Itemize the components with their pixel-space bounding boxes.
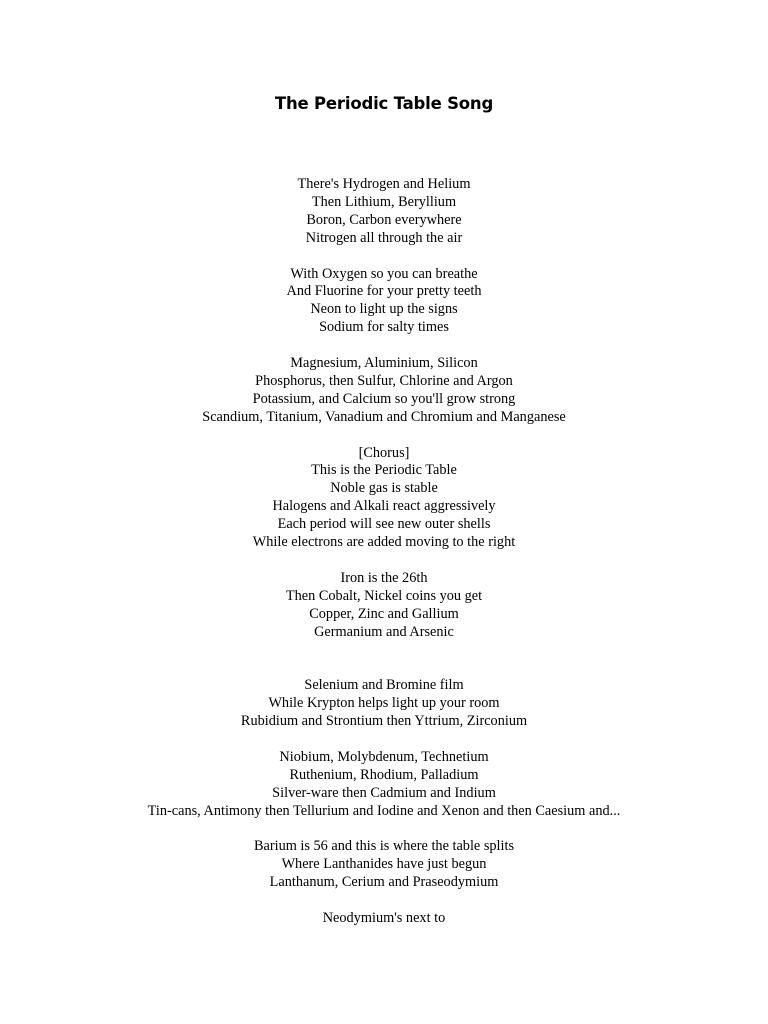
- lyric-line: Barium is 56 and this is where the table splits: [253, 838, 515, 855]
- lyric-line: Magnesium, Aluminium, Silicon: [290, 355, 478, 372]
- lyric-line: Potassium, and Calcium so you'll grow strong: [252, 390, 516, 407]
- lyric-line: Phosphorus, then Sulfur, Chlorine and Argon: [255, 372, 513, 389]
- lyric-line: Noble gas is stable: [330, 480, 438, 497]
- lyric-line: And Fluorine for your pretty teeth: [286, 283, 482, 300]
- lyric-line: While Krypton helps light up your room: [268, 695, 500, 712]
- lyric-line: Boron, Carbon everywhere: [306, 211, 462, 228]
- stanza-3: [0, 355, 768, 427]
- lyric-line: With Oxygen so you can breathe: [290, 265, 478, 282]
- lyric-line: Selenium and Bromine film: [304, 677, 464, 694]
- stanza-8: [0, 838, 768, 892]
- lyric-line: Tin-cans, Antimony then Tellurium and Iodine and Xenon and then Caesium and...: [147, 802, 621, 819]
- lyric-line: Neon to light up the signs: [310, 301, 458, 318]
- lyric-line: Niobium, Molybdenum, Technetium: [279, 748, 489, 765]
- lyric-line: Halogens and Alkali react aggressively: [272, 498, 496, 515]
- lyric-line: Each period will see new outer shells: [277, 516, 491, 533]
- stanza-9: [0, 910, 768, 928]
- lyric-line: Neodymium's next to: [322, 910, 446, 927]
- lyric-line: Silver-ware then Cadmium and Indium: [272, 784, 496, 801]
- stanza-6: [0, 677, 768, 731]
- lyric-line: Copper, Zinc and Gallium: [309, 605, 459, 622]
- lyric-line: Sodium for salty times: [319, 319, 449, 336]
- lyric-line: Lanthanum, Cerium and Praseodymium: [269, 874, 499, 891]
- lyric-line: Iron is the 26th: [340, 569, 428, 586]
- page-title: The Periodic Table Song: [274, 94, 494, 113]
- lyric-line: This is the Periodic Table: [311, 462, 457, 479]
- lyric-line: Germanium and Arsenic: [314, 623, 454, 640]
- lyric-line: [Chorus]: [358, 444, 410, 461]
- lyric-line: Scandium, Titanium, Vanadium and Chromium and Manganese: [202, 408, 566, 425]
- lyric-line: Nitrogen all through the air: [305, 229, 463, 246]
- stanza-chorus: [0, 445, 768, 552]
- lyric-line: Then Cobalt, Nickel coins you get: [285, 587, 483, 604]
- lyric-line: Rubidium and Strontium then Yttrium, Zirconium: [240, 713, 528, 730]
- lyric-line: While electrons are added moving to the right: [252, 534, 516, 551]
- stanza-1: [0, 176, 768, 248]
- stanza-2: [0, 266, 768, 338]
- stanza-5: [0, 570, 768, 642]
- lyric-line: Ruthenium, Rhodium, Palladium: [289, 766, 479, 783]
- stanza-7: [0, 749, 768, 821]
- lyric-line: There's Hydrogen and Helium: [297, 176, 471, 192]
- lyrics: [0, 176, 768, 928]
- lyric-line: Then Lithium, Beryllium: [311, 193, 457, 210]
- lyric-line: Where Lanthanides have just begun: [281, 856, 487, 873]
